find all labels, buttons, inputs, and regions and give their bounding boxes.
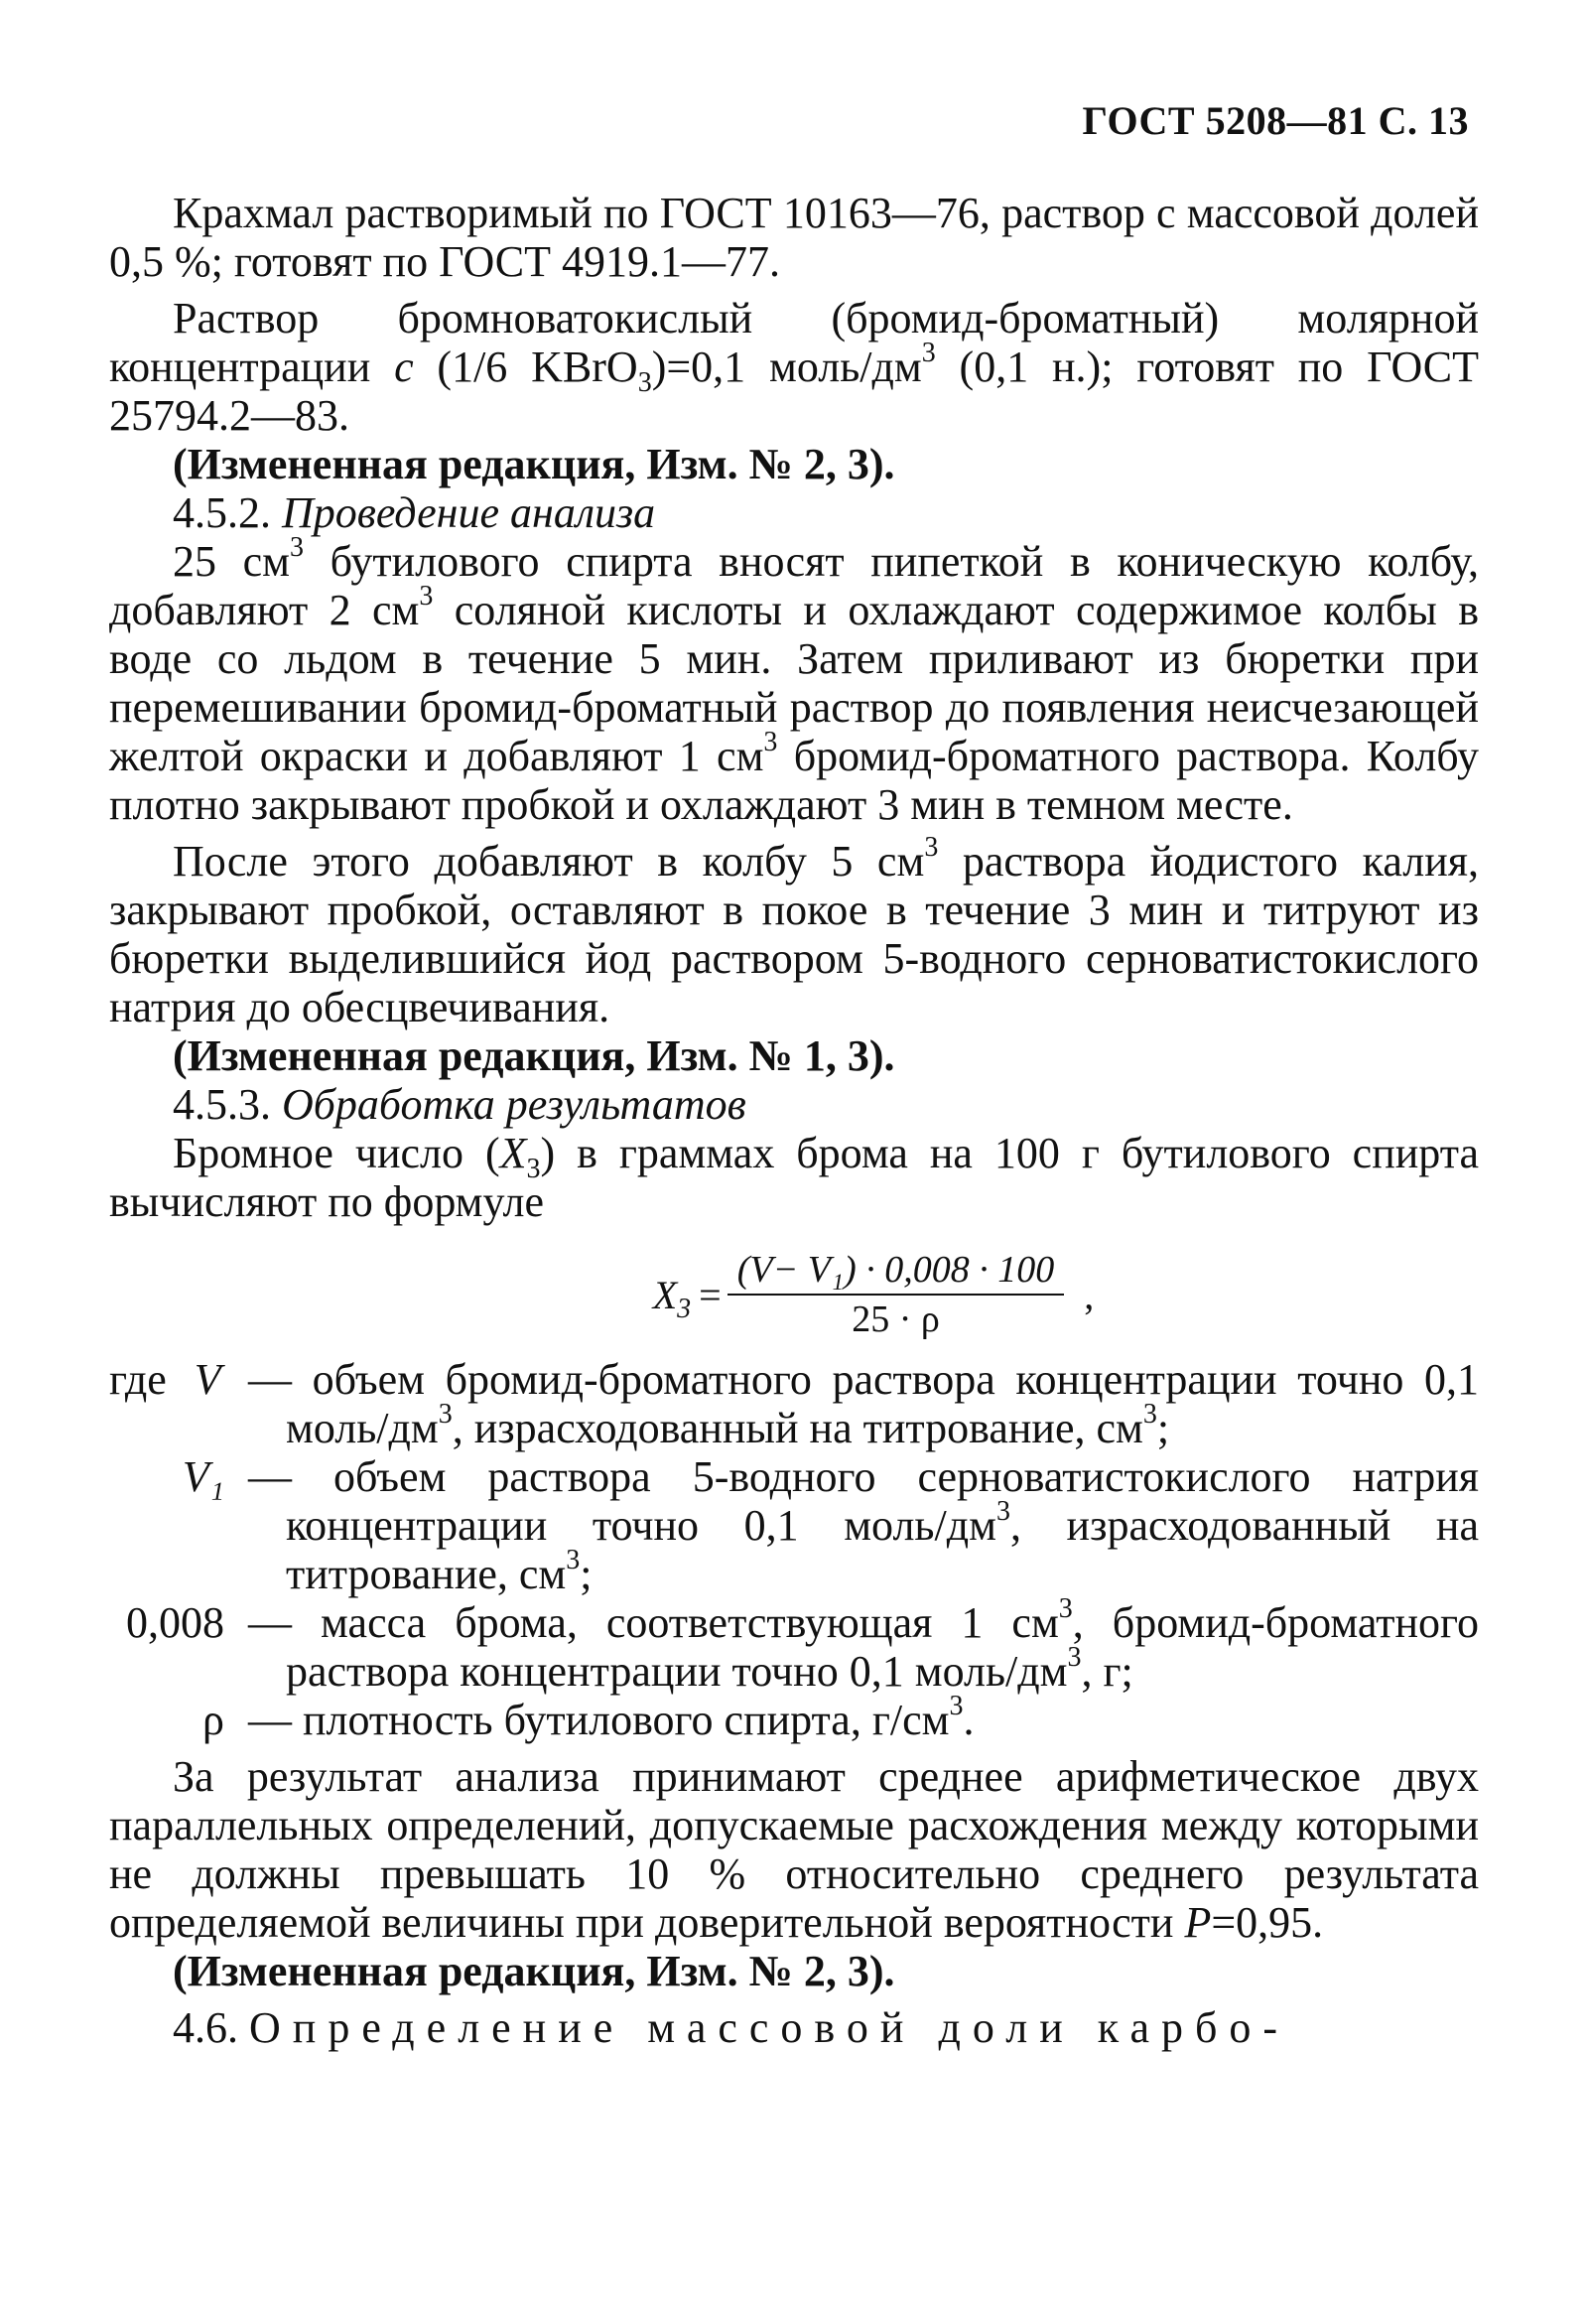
superscript: 3 bbox=[419, 581, 434, 613]
amendment-note: (Измененная редакция, Изм. № 2, 3). bbox=[173, 1947, 895, 1995]
definition-text bbox=[248, 1452, 1479, 1598]
text-run: , г; bbox=[1081, 1647, 1133, 1696]
superscript: 3 bbox=[1058, 1593, 1073, 1625]
superscript: 3 bbox=[566, 1545, 581, 1576]
text-run: . bbox=[963, 1696, 975, 1744]
formula-variable: X bbox=[652, 1272, 678, 1317]
amendment-note: (Измененная редакция, Изм. № 2, 3). bbox=[173, 440, 895, 488]
section-heading-4-5-2 bbox=[109, 488, 1479, 537]
definition-0-008 bbox=[109, 1593, 1479, 1696]
text-run: После этого добавляют в колбу 5 см bbox=[173, 837, 925, 886]
text-run: — объем раствора 5-водного серноватистокислого натрия концентрации точно 0,1 моль/дм bbox=[248, 1452, 1479, 1550]
section-number: 4.5.3. bbox=[173, 1080, 282, 1129]
definition-symbol: V₁ bbox=[182, 1452, 224, 1501]
text-run: , израсходованный на титрование, см bbox=[452, 1404, 1143, 1452]
superscript: 3 bbox=[949, 1691, 964, 1722]
definition-text bbox=[248, 1355, 1479, 1452]
definition-symbol: ρ bbox=[202, 1696, 224, 1744]
symbol-v: V bbox=[194, 1355, 221, 1404]
formula-bromine-number bbox=[109, 1248, 1479, 1341]
definitions-list bbox=[109, 1355, 1479, 1744]
subscript: 3 bbox=[637, 366, 652, 398]
text-run: , израсходованный на титрование, см bbox=[286, 1501, 1479, 1598]
definition-symbol bbox=[109, 1355, 248, 1452]
text-run: — объем бромид-броматного раствора концентрации точно 0,1 моль/дм bbox=[248, 1355, 1479, 1452]
superscript: 3 bbox=[921, 338, 936, 369]
paragraph-bromine-number bbox=[109, 1129, 1479, 1226]
superscript: 3 bbox=[1067, 1642, 1082, 1674]
text-run: , бромид-броматного раствора концентрации точно 0,1 моль/дм bbox=[286, 1598, 1479, 1696]
section-heading-4-5-3 bbox=[109, 1080, 1479, 1129]
text-run: 25 см bbox=[173, 537, 291, 586]
formula-numerator: (V− V₁) · 0,008 · 100 bbox=[727, 1248, 1065, 1296]
text-run: За результат анализа принимают среднее арифметическое двух параллельных определений, допускаемые расхождения между которыми не должны превышать 10 % относительно среднего результата определяемой величины при доверительной вероятности bbox=[109, 1752, 1479, 1947]
section-title: Определение массовой доли карбо- bbox=[249, 2003, 1290, 2052]
definition-rho bbox=[109, 1691, 1479, 1744]
paragraph-result bbox=[109, 1752, 1479, 1947]
section-number: 4.5.2. bbox=[173, 488, 282, 537]
document-page bbox=[109, 0, 1479, 2324]
formula-fraction bbox=[727, 1248, 1065, 1341]
section-heading-4-6 bbox=[109, 2003, 1479, 2052]
definition-symbol: 0,008 bbox=[126, 1598, 224, 1647]
paragraph-titration bbox=[109, 832, 1479, 1031]
text-run: — плотность бутилового спирта, г/см bbox=[248, 1696, 950, 1744]
superscript: 3 bbox=[290, 532, 305, 564]
section-number: 4.6. bbox=[173, 2003, 249, 2052]
paragraph-bromate-solution bbox=[109, 294, 1479, 440]
amendment-note: (Измененная редакция, Изм. № 1, 3). bbox=[173, 1031, 895, 1080]
text-run: бромид-броматного раствора. Колбу плотно закрывают пробкой и охлаждают 3 мин в темном месте. bbox=[109, 732, 1479, 829]
text-run: раствора йодистого калия, закрывают пробкой, оставляют в покое в течение 3 мин и титруют из бюретки выделившийся йод раствором 5-водного серноватистокислого натрия до обесцвечивания. bbox=[109, 837, 1479, 1031]
paragraph-procedure bbox=[109, 532, 1479, 829]
subscript: 3 bbox=[677, 1293, 692, 1324]
symbol-c: c bbox=[394, 342, 414, 391]
superscript: 3 bbox=[995, 1496, 1010, 1528]
definition-text bbox=[248, 1691, 1479, 1744]
where-label: где bbox=[109, 1355, 167, 1404]
subscript: 3 bbox=[526, 1153, 541, 1184]
superscript: 3 bbox=[763, 727, 778, 758]
section-title: Проведение анализа bbox=[282, 488, 656, 537]
paragraph-starch bbox=[109, 189, 1479, 286]
superscript: 3 bbox=[438, 1399, 453, 1431]
formula-denominator: 25 · ρ bbox=[852, 1299, 940, 1340]
text-run: бутилового спирта вносят пипеткой в коническую колбу, добавляют 2 см bbox=[109, 537, 1479, 634]
body-text bbox=[109, 189, 1479, 2052]
superscript: 3 bbox=[924, 832, 939, 864]
text-run: ; bbox=[1156, 1404, 1170, 1452]
text-run: ) в граммах брома на 100 г бутилового спирта вычисляют по формуле bbox=[109, 1129, 1479, 1226]
formula-equals: = bbox=[699, 1272, 722, 1317]
definition-v bbox=[109, 1355, 1479, 1452]
text-run: ; bbox=[580, 1550, 593, 1598]
definition-text bbox=[248, 1593, 1479, 1696]
running-head: ГОСТ 5208—81 С. 13 bbox=[1082, 98, 1469, 143]
text-run: Бромное число ( bbox=[173, 1129, 500, 1177]
text-run: соляной кислоты и охлаждают содержимое колбы в воде со льдом в течение 5 мин. Затем приливают из бюретки при перемешивании бромид-броматный раствор до появления неисчезающей желтой окраски и добавляют 1 см bbox=[109, 586, 1479, 780]
formula-lhs bbox=[652, 1271, 692, 1324]
formula-comma: , bbox=[1084, 1272, 1095, 1317]
superscript: 3 bbox=[1142, 1399, 1157, 1431]
symbol-p: P bbox=[1184, 1898, 1212, 1947]
text-run: Раствор бромноватокислый (бромид-броматный) молярной концентрации bbox=[109, 294, 1479, 391]
section-title: Обработка результатов bbox=[282, 1080, 746, 1129]
text-run: =0,95. bbox=[1211, 1898, 1324, 1947]
text-run: — масса брома, соответствующая 1 см bbox=[248, 1598, 1059, 1647]
text-run: )=0,1 моль/дм bbox=[651, 342, 922, 391]
text-run: (0,1 н.); готовят по ГОСТ 25794.2—83. bbox=[109, 342, 1479, 440]
definition-v1 bbox=[109, 1452, 1479, 1598]
paragraph-text: Крахмал растворимый по ГОСТ 10163—76, раствор с массовой долей 0,5 %; готовят по ГОСТ 4919.1—77. bbox=[109, 189, 1479, 286]
symbol-x: X bbox=[499, 1129, 527, 1177]
text-run: (1/6 KBrO bbox=[413, 342, 638, 391]
